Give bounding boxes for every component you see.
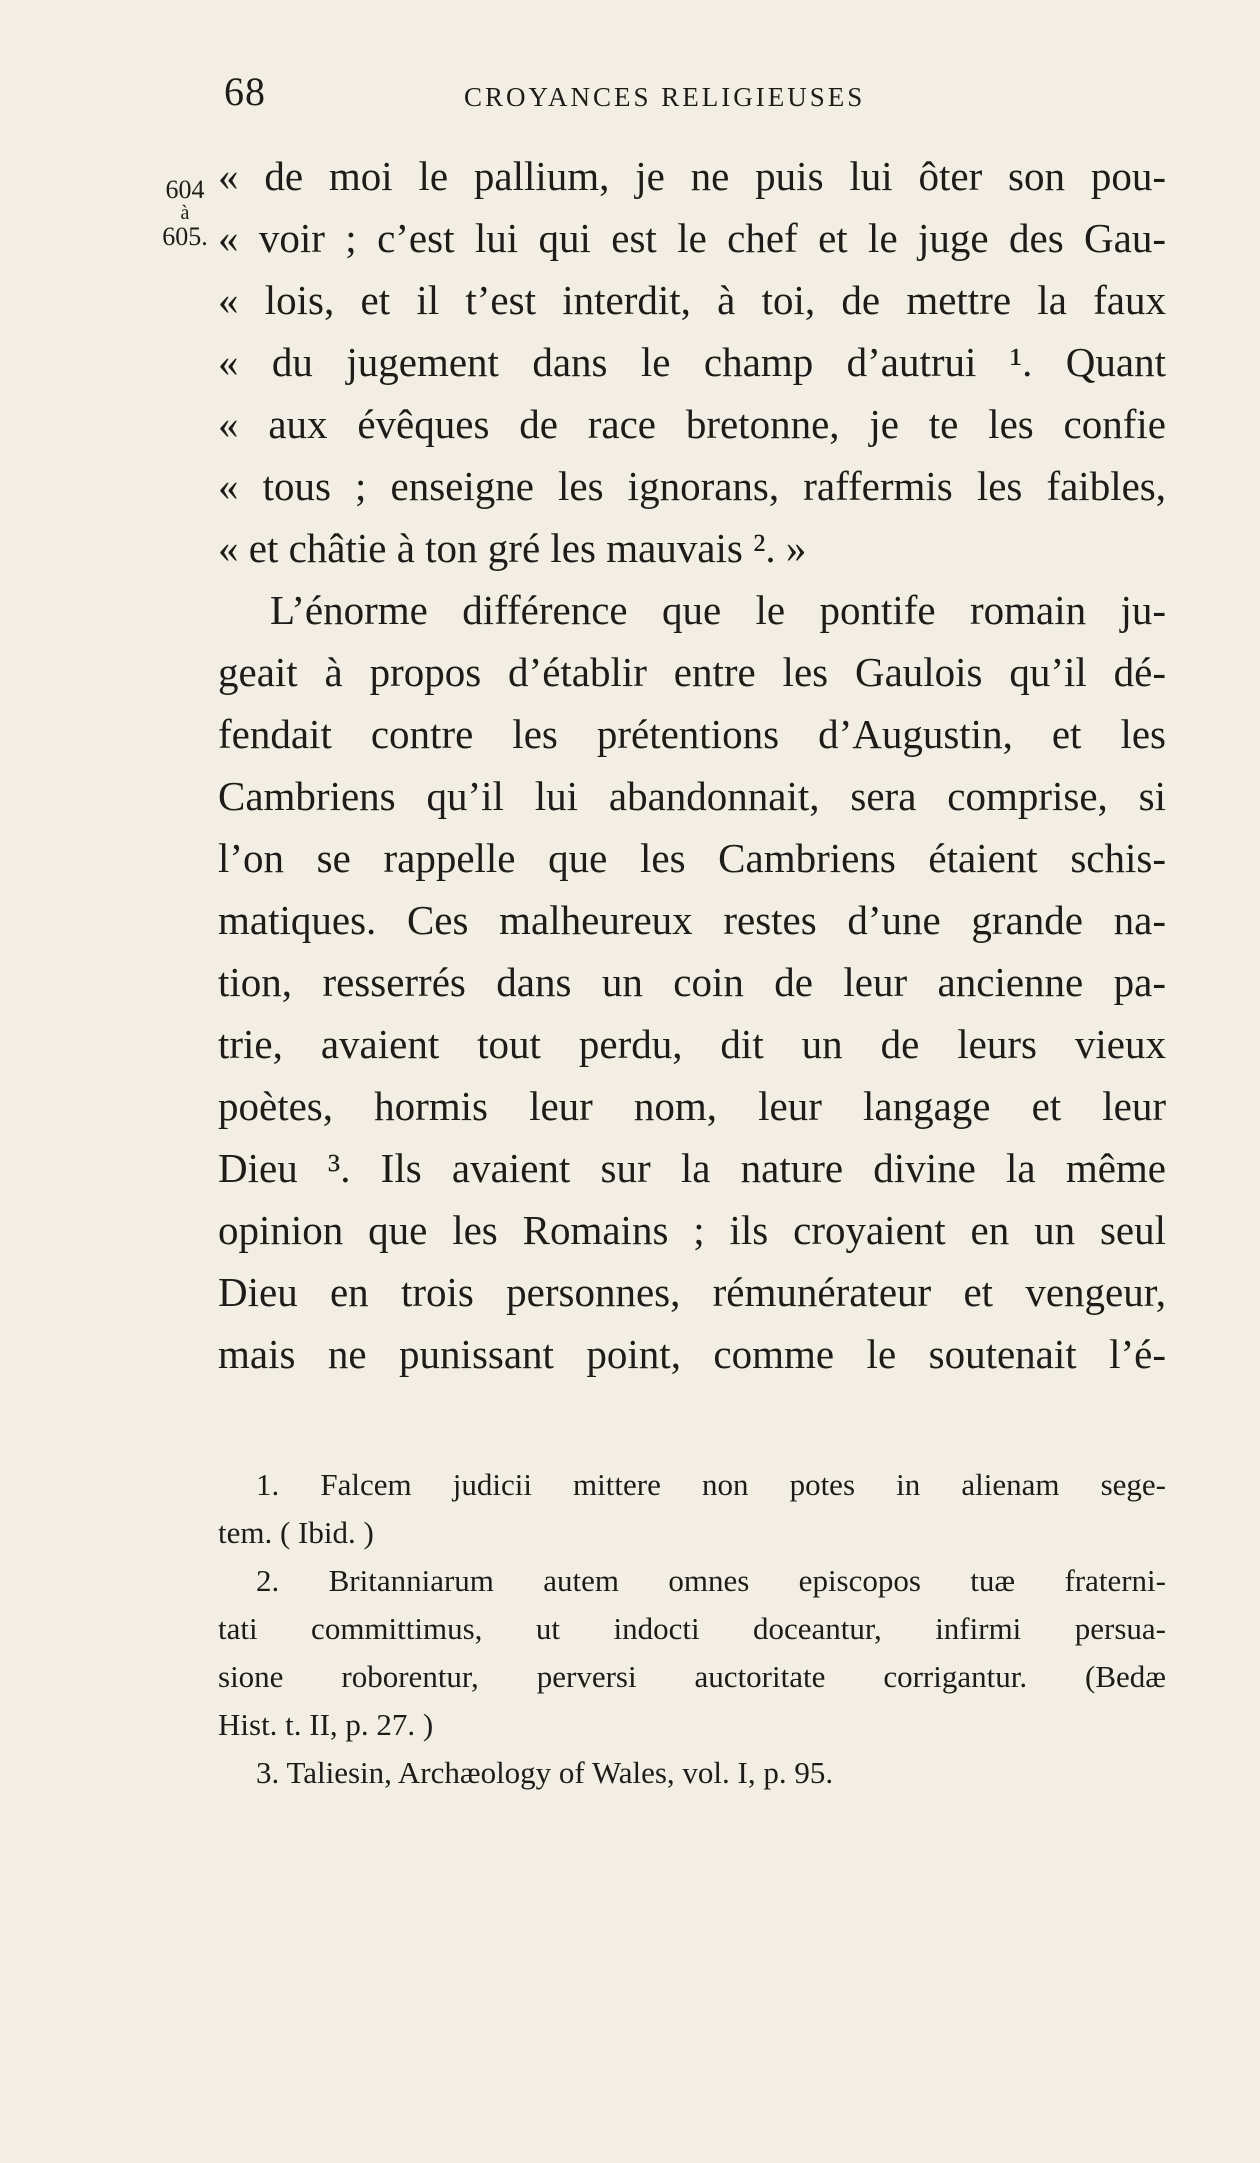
body-line: opinion que les Romains ; ils croyaient en un seul (218, 1207, 1166, 1253)
body-line: « de moi le pallium, je ne puis lui ôter son pou- (218, 153, 1166, 199)
page-number: 68 (224, 69, 266, 114)
footnote-3: 3. Taliesin, Archæology of Wales, vol. I, p. 95. (256, 1755, 834, 1790)
paragraph-start-line: L’énorme différence que le pontife romain ju- (270, 587, 1166, 633)
body-line: « et châtie à ton gré les mauvais ². » (218, 525, 807, 571)
running-head (220, 68, 1160, 124)
body-line: Cambriens qu’il lui abandonnait, sera comprise, si (218, 773, 1166, 819)
body-line: mais ne punissant point, comme le soutenait l’é- (218, 1331, 1166, 1377)
body-line: Dieu ³. Ils avaient sur la nature divine la même (218, 1145, 1166, 1191)
footnote-line: sione roborentur, perversi auctoritate corrigantur. (Bedæ (218, 1659, 1166, 1694)
body-line: tion, resserrés dans un coin de leur ancienne pa- (218, 959, 1166, 1005)
body-line: geait à propos d’établir entre les Gaulois qu’il dé- (218, 649, 1166, 695)
margin-date-separator: à (180, 202, 190, 224)
body-line: poètes, hormis leur nom, leur langage et leur (218, 1083, 1166, 1129)
margin-date-from: 604 (165, 175, 205, 204)
body-line: « lois, et il t’est interdit, à toi, de mettre la faux (218, 277, 1166, 323)
footnote-line: Hist. t. II, p. 27. ) (218, 1707, 434, 1742)
footnote-line: tati committimus, ut indocti doceantur, infirmi persua- (218, 1611, 1166, 1646)
margin-date-note (150, 175, 220, 251)
running-title: CROYANCES RELIGIEUSES (464, 82, 866, 112)
body-line: « voir ; c’est lui qui est le chef et le juge des Gau- (218, 215, 1166, 261)
body-line: « du jugement dans le champ d’autrui ¹. Quant (218, 339, 1166, 385)
body-text (218, 145, 1166, 1385)
body-line: « aux évêques de race bretonne, je te les confie (218, 401, 1166, 447)
body-line: « tous ; enseigne les ignorans, raffermis les faibles, (218, 463, 1166, 509)
footnote-1: 1. Falcem judicii mittere non potes in alienam sege- (256, 1467, 1166, 1502)
footnote-2: 2. Britanniarum autem omnes episcopos tuæ fraterni- (256, 1563, 1166, 1598)
body-line: l’on se rappelle que les Cambriens étaient schis- (218, 835, 1166, 881)
footnote-line: tem. ( Ibid. ) (218, 1515, 374, 1550)
body-line: trie, avaient tout perdu, dit un de leurs vieux (218, 1021, 1166, 1067)
body-line: matiques. Ces malheureux restes d’une grande na- (218, 897, 1166, 943)
body-line: fendait contre les prétentions d’Augustin, et les (218, 711, 1166, 757)
body-line: Dieu en trois personnes, rémunérateur et vengeur, (218, 1269, 1166, 1315)
footnotes (218, 1461, 1166, 1797)
margin-date-to: 605. (162, 222, 208, 251)
